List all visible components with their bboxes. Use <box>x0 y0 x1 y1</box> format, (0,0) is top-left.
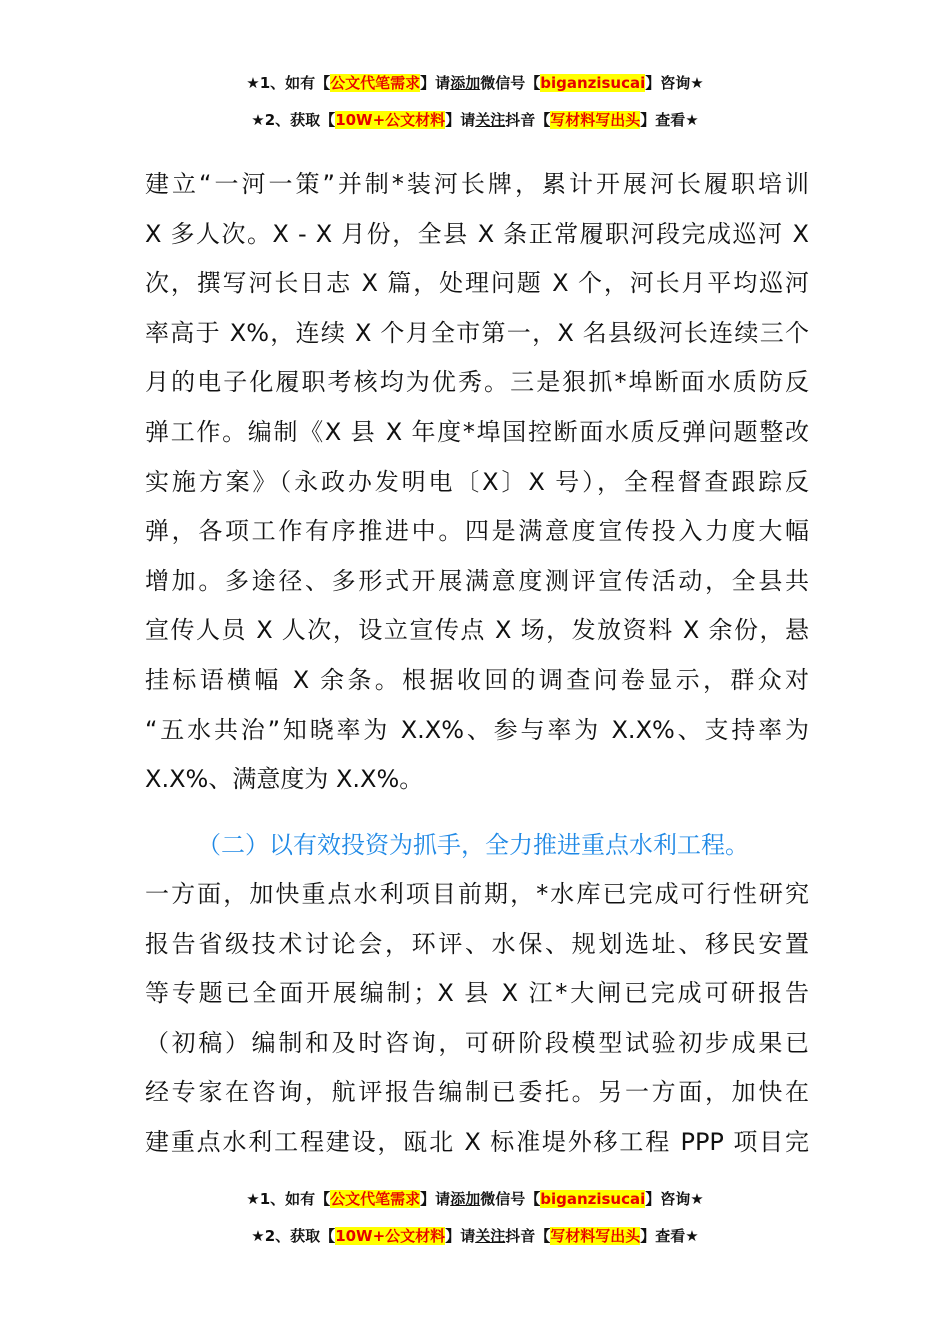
promo-line-2 <box>0 1225 950 1247</box>
promo-text: 抖音【 <box>505 111 551 129</box>
promo-highlight: 10W+公文材料 <box>335 1227 446 1245</box>
text-line: 等专题已全面开展编制；X 县 X 江*大闸已完成可研报告 <box>145 979 809 1008</box>
promo-underlined: 添加 <box>450 74 481 92</box>
promo-underlined: 关注 <box>475 111 506 129</box>
paragraph-1 <box>145 160 809 805</box>
text-line: 月的电子化履职考核均为优秀。三是狠抓*埠断面水质防反 <box>145 368 809 397</box>
text-line: 一方面，加快重点水利项目前期，*水库已完成可行性研究 <box>145 880 809 908</box>
promo-highlight: 公文代笔需求 <box>330 74 421 92</box>
promo-text: 】查看★ <box>640 111 699 129</box>
section-heading: （二）以有效投资为抓手，全力推进重点水利工程。 <box>197 831 749 859</box>
promo-text: 】请 <box>420 74 451 92</box>
promo-text: ★2、获取【 <box>251 1227 336 1245</box>
promo-highlight: 写材料写出头 <box>550 1227 641 1245</box>
text-line: X.X%、满意度为 X.X%。 <box>145 765 424 794</box>
text-line: 挂标语横幅 X 余条。根据收回的调查问卷显示，群众对 <box>145 665 809 694</box>
text-line: 宣传人员 X 人次，设立宣传点 X 场，发放资料 X 余份，悬 <box>145 616 809 645</box>
promo-text: 】咨询★ <box>645 1190 704 1208</box>
promo-line-1 <box>0 1188 950 1210</box>
promo-banner-bottom <box>0 1188 950 1247</box>
text-line: 弹，各项工作有序推进中。四是满意度宣传投入力度大幅 <box>145 517 809 546</box>
text-line: （初稿）编制和及时咨询，可研阶段模型试验初步成果已 <box>145 1028 809 1057</box>
promo-text: ★1、如有【 <box>246 74 331 92</box>
promo-text: 抖音【 <box>505 1227 551 1245</box>
paragraph-2 <box>145 870 809 1168</box>
text-line: 增加。多途径、多形式开展满意度测评宣传活动，全县共 <box>145 566 809 595</box>
promo-highlight: biganzisucai <box>540 1190 646 1208</box>
promo-line-2 <box>0 109 950 131</box>
text-line: 建重点水利工程建设，瓯北 X 标准堤外移工程 PPP 项目完 <box>145 1127 809 1156</box>
promo-banner-top <box>0 72 950 131</box>
promo-highlight: 公文代笔需求 <box>330 1190 421 1208</box>
promo-highlight: 写材料写出头 <box>550 111 641 129</box>
promo-text: 】请 <box>445 1227 476 1245</box>
promo-text: 】请 <box>420 1190 451 1208</box>
promo-text: 】请 <box>445 111 476 129</box>
text-line: 弹工作。编制《X 县 X 年度*埠国控断面水质反弹问题整改 <box>145 417 809 446</box>
text-line: 报告省级技术讨论会，环评、水保、规划选址、移民安置 <box>145 929 809 958</box>
promo-text: 】咨询★ <box>645 74 704 92</box>
text-line: “五水共治”知晓率为 X.X%、参与率为 X.X%、支持率为 <box>145 715 809 744</box>
text-line: 率高于 X%，连续 X 个月全市第一，X 名县级河长连续三个 <box>145 318 809 347</box>
promo-text: 微信号【 <box>480 1190 541 1208</box>
promo-underlined: 关注 <box>475 1227 506 1245</box>
text-line: 建立“一河一策”并制*装河长牌，累计开展河长履职培训 <box>145 170 809 198</box>
promo-underlined: 添加 <box>450 1190 481 1208</box>
text-line: 次，撰写河长日志 X 篇，处理问题 X 个，河长月平均巡河 <box>145 269 809 298</box>
promo-text: ★1、如有【 <box>246 1190 331 1208</box>
text-line: 实施方案》（永政办发明电〔X〕X 号），全程督查跟踪反 <box>145 467 809 496</box>
promo-text: 】查看★ <box>640 1227 699 1245</box>
text-line: X 多人次。X - X 月份，全县 X 条正常履职河段完成巡河 X <box>145 219 809 248</box>
text-line: 经专家在咨询，航评报告编制已委托。另一方面，加快在 <box>145 1078 809 1107</box>
promo-highlight: 10W+公文材料 <box>335 111 446 129</box>
promo-line-1 <box>0 72 950 94</box>
promo-text: 微信号【 <box>480 74 541 92</box>
promo-highlight: biganzisucai <box>540 74 646 92</box>
promo-text: ★2、获取【 <box>251 111 336 129</box>
